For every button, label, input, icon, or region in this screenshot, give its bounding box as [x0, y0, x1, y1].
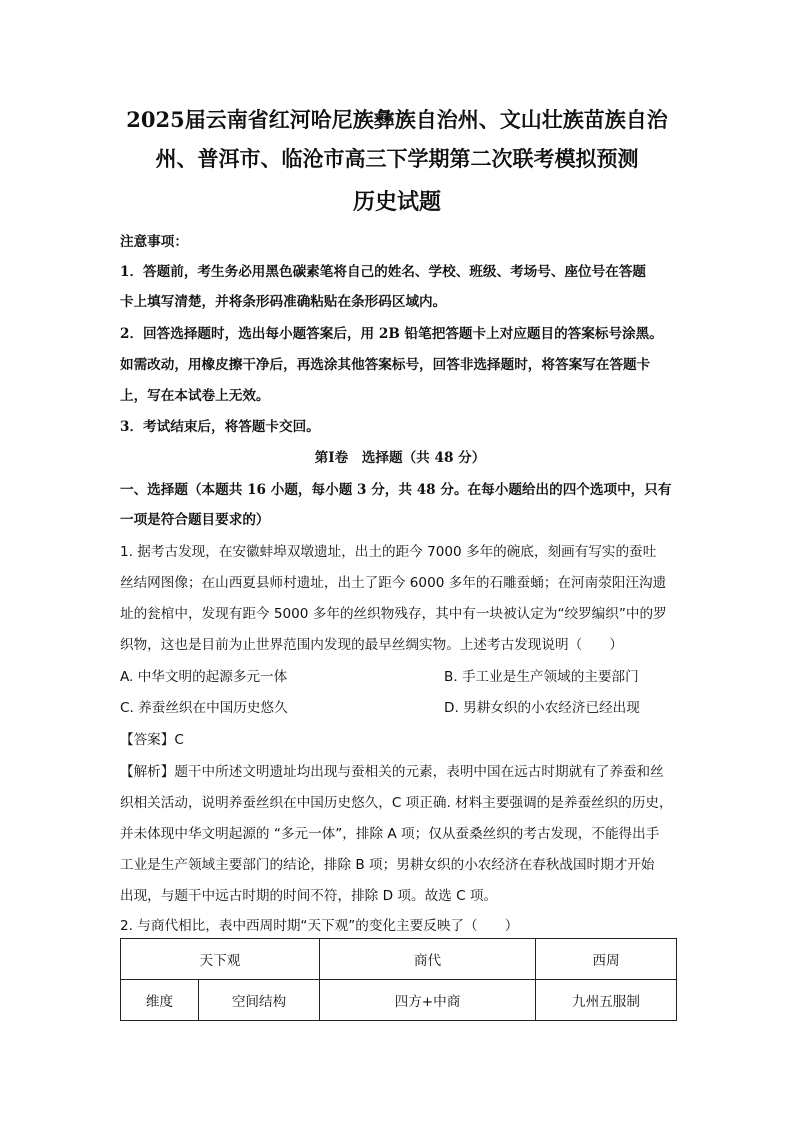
notice-line: 上，写在本试卷上无效。	[120, 388, 270, 404]
table-cell: 四方+中商	[320, 980, 536, 1021]
section-title: 第Ⅰ卷 选择题（共 48 分）	[314, 450, 486, 466]
q1-stem-line: 址的瓮棺中，发现有距今 5000 多年的丝织物残存，其中有一块被认定为“绞罗编织”中的罗	[120, 606, 667, 622]
q2-table	[120, 938, 677, 1021]
q1-analysis-line: 工业是生产领域主要部门的结论，排除 B 项；男耕女织的小农经济在春秋战国时期才开始	[120, 857, 655, 873]
notice-line: 如需改动，用橡皮擦干净后，再选涂其他答案标号，回答非选择题时，将答案写在答题卡	[120, 357, 651, 373]
q1-option-d: D. 男耕女织的小农经济已经出现	[444, 700, 640, 716]
q1-stem-line: 丝结网图像；在山西夏县师村遗址，出土了距今 6000 多年的石雕蚕蛹；在河南荥阳汪沟遗	[120, 575, 667, 591]
section-intro: 一、选择题（本题共 16 小题，每小题 3 分，共 48 分。在每小题给出的四个选项中，只有	[120, 482, 672, 498]
q1-option-b: B. 手工业是生产领域的主要部门	[444, 669, 639, 685]
notice-line: 1．答题前，考生务必用黑色碳素笔将自己的姓名、学校、班级、考场号、座位号在答题	[120, 264, 647, 280]
subtitle: 历史试题	[352, 189, 441, 215]
table-cell: 空间结构	[199, 980, 320, 1021]
notice-line: 卡上填写清楚，并将条形码准确粘贴在条形码区域内。	[120, 294, 447, 310]
q1-analysis-line: 出现，与题干中远古时期的时间不符，排除 D 项。故选 C 项。	[120, 888, 498, 904]
q1-analysis-line: 织相关活动，说明养蚕丝织在中国历史悠久，C 项正确. 材料主要强调的是养蚕丝织的历史，	[120, 795, 673, 811]
table-header-cell: 商代	[320, 939, 536, 980]
title-line-2: 州、普洱市、临沧市高三下学期第二次联考模拟预测	[155, 146, 639, 171]
title-line-1: 2025届云南省红河哈尼族彝族自治州、文山壮族苗族自治	[126, 107, 668, 132]
table-header-cell: 天下观	[121, 939, 320, 980]
table-cell: 维度	[121, 980, 199, 1021]
q2-stem: 2. 与商代相比，表中西周时期“天下观”的变化主要反映了（ ）	[120, 918, 519, 934]
section-intro: 一项是符合题目要求的）	[120, 512, 270, 528]
q1-analysis-line: 【解析】题干中所述文明遗址均出现与蚕相关的元素，表明中国在远古时期就有了养蚕和丝	[120, 764, 664, 780]
notice-heading: 注意事项：	[120, 234, 188, 250]
q1-stem-line: 织物，这也是目前为止世界范围内发现的最早丝绸实物。上述考古发现说明（ ）	[120, 637, 623, 653]
table-cell: 九州五服制	[536, 980, 677, 1021]
q1-analysis-line: 并未体现中华文明起源的 “多元一体”，排除 A 项；仅从蚕桑丝织的考古发现，不能得出手	[120, 826, 660, 842]
q1-option-c: C. 养蚕丝织在中国历史悠久	[120, 700, 288, 716]
notice-line: 2．回答选择题时，选出每小题答案后，用 2B 铅笔把答题卡上对应题目的答案标号涂黑。	[120, 326, 663, 342]
q1-stem-line: 1. 据考古发现，在安徽蚌埠双墩遗址，出土的距今 7000 多年的碗底，刻画有写实的蚕吐	[120, 544, 657, 560]
q1-option-a: A. 中华文明的起源多元一体	[120, 669, 288, 685]
table-header-cell: 西周	[536, 939, 677, 980]
table-row	[121, 980, 677, 1021]
q1-answer: 【答案】C	[120, 732, 184, 748]
table-header-row	[121, 939, 677, 980]
notice-line: 3．考试结束后，将答题卡交回。	[120, 419, 320, 435]
